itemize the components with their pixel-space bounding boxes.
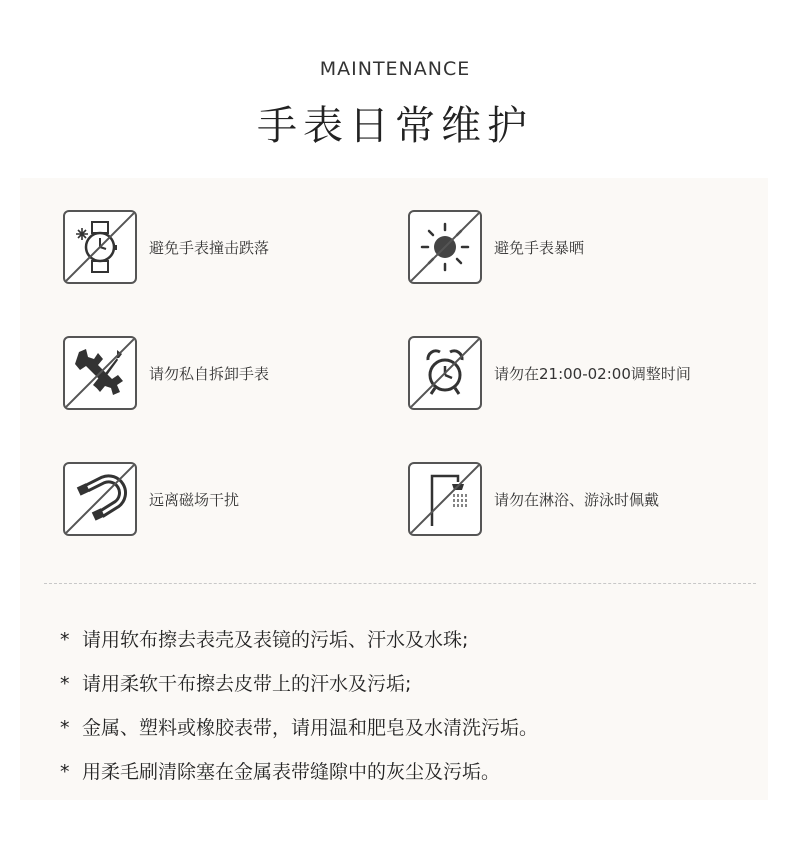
tip-text: 请用柔软干布擦去皮带上的汗水及污垢; — [82, 673, 412, 695]
page-title: 手表日常维护 — [257, 103, 533, 149]
tip-item — [60, 625, 468, 652]
page-subtitle: MAINTENANCE — [319, 58, 471, 80]
tip-text: 金属、塑料或橡胶表带，请用温和肥皂及水清洗污垢。 — [82, 717, 539, 739]
maintenance-item-avoid-magnet — [63, 462, 239, 536]
watch-drop-icon — [63, 210, 137, 284]
item-label: 远离磁场干扰 — [149, 490, 240, 509]
tip-bullet: * — [60, 629, 70, 651]
tip-bullet: * — [60, 673, 70, 695]
maintenance-item-avoid-impact — [63, 210, 269, 284]
tip-text: 用柔毛刷清除塞在金属表带缝隙中的灰尘及污垢。 — [82, 761, 501, 783]
item-label: 请勿在21:00-02:00调整时间 — [494, 364, 691, 383]
tip-item — [60, 713, 538, 740]
wrench-screwdriver-icon — [63, 336, 137, 410]
sun-icon — [408, 210, 482, 284]
maintenance-item-no-water — [408, 462, 659, 536]
tip-text: 请用软布擦去表壳及表镜的污垢、汗水及水珠; — [82, 629, 469, 651]
alarm-clock-icon — [408, 336, 482, 410]
magnet-icon — [63, 462, 137, 536]
maintenance-item-time-adjust — [408, 336, 691, 410]
item-label: 请勿在淋浴、游泳时佩戴 — [494, 490, 660, 509]
maintenance-item-no-disassembly — [63, 336, 269, 410]
shower-icon — [408, 462, 482, 536]
maintenance-item-avoid-sun — [408, 210, 584, 284]
item-label: 避免手表撞击跌落 — [149, 238, 270, 257]
item-label: 请勿私自拆卸手表 — [149, 364, 270, 383]
tip-item — [60, 669, 411, 696]
item-label: 避免手表暴晒 — [494, 238, 585, 257]
section-divider — [44, 583, 756, 584]
tip-bullet: * — [60, 761, 70, 783]
tip-item — [60, 757, 500, 784]
tip-bullet: * — [60, 717, 70, 739]
